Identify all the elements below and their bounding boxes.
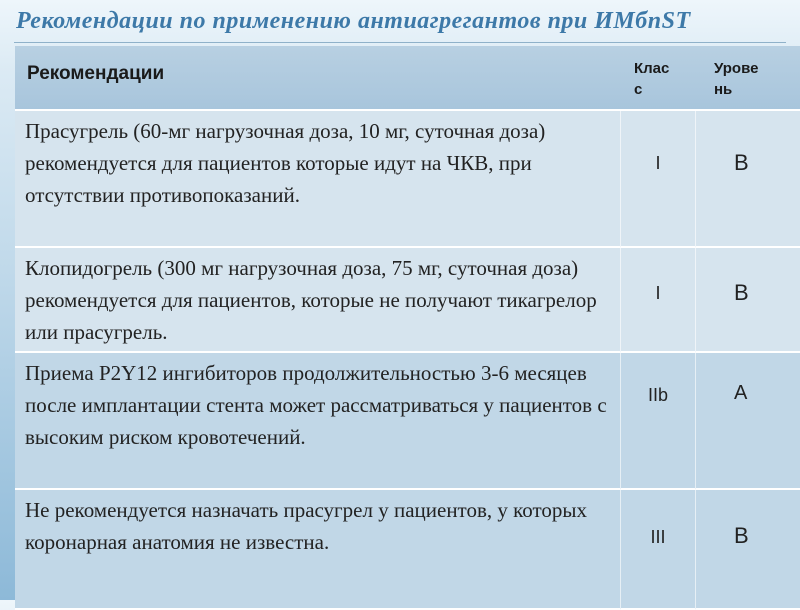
level-cell xyxy=(696,353,800,490)
header-class-label: Класс xyxy=(634,60,670,98)
class-value: I xyxy=(655,153,661,173)
class-cell xyxy=(621,111,696,248)
class-cell xyxy=(621,490,696,610)
recommendation-text: Прасугрель (60-мг нагрузочная доза, 10 мг, суточная доза) рекомендуется для пациентов которые идут на ЧКВ, при отсутствии противопоказаний. xyxy=(25,119,546,207)
recommendation-text: Приема P2Y12 ингибиторов продолжительностью 3-6 месяцев после имплантации стента может рассматриваться у пациентов с высоким риском кровотечений. xyxy=(25,361,607,449)
recommendation-cell xyxy=(15,248,621,353)
header-recommendations xyxy=(15,46,621,111)
header-level xyxy=(696,46,800,111)
level-value: A xyxy=(734,382,748,404)
table-row xyxy=(15,111,800,248)
table-row xyxy=(15,248,800,353)
header-level-label: Уровень xyxy=(714,60,759,98)
recommendation-cell xyxy=(15,490,621,610)
recommendation-text: Не рекомендуется назначать прасугрел у пациентов, у которых коронарная анатомия не известна. xyxy=(25,498,587,554)
header-recommendations-label: Рекомендации xyxy=(27,63,165,84)
table-row xyxy=(15,490,800,610)
level-value: B xyxy=(734,280,749,305)
table-row xyxy=(15,353,800,490)
slide-title: Рекомендации по применению антиагрегантов при ИМбпST xyxy=(16,8,691,34)
level-cell xyxy=(696,490,800,610)
recommendation-cell xyxy=(15,353,621,490)
title-divider xyxy=(14,42,786,43)
level-value: B xyxy=(734,523,749,548)
class-cell xyxy=(621,248,696,353)
recommendation-cell xyxy=(15,111,621,248)
class-cell xyxy=(621,353,696,490)
level-value: B xyxy=(734,150,749,175)
recommendations-table xyxy=(15,46,800,610)
header-class xyxy=(621,46,696,111)
class-value: I xyxy=(655,283,661,303)
level-cell xyxy=(696,248,800,353)
table-header-row xyxy=(15,46,800,111)
level-cell xyxy=(696,111,800,248)
recommendation-text: Клопидогрель (300 мг нагрузочная доза, 75 мг, суточная доза) рекомендуется для пациентов, которые не получают тикагрелор или прасугрель. xyxy=(25,256,597,344)
class-value: III xyxy=(650,527,666,547)
class-value: IIb xyxy=(647,385,668,405)
